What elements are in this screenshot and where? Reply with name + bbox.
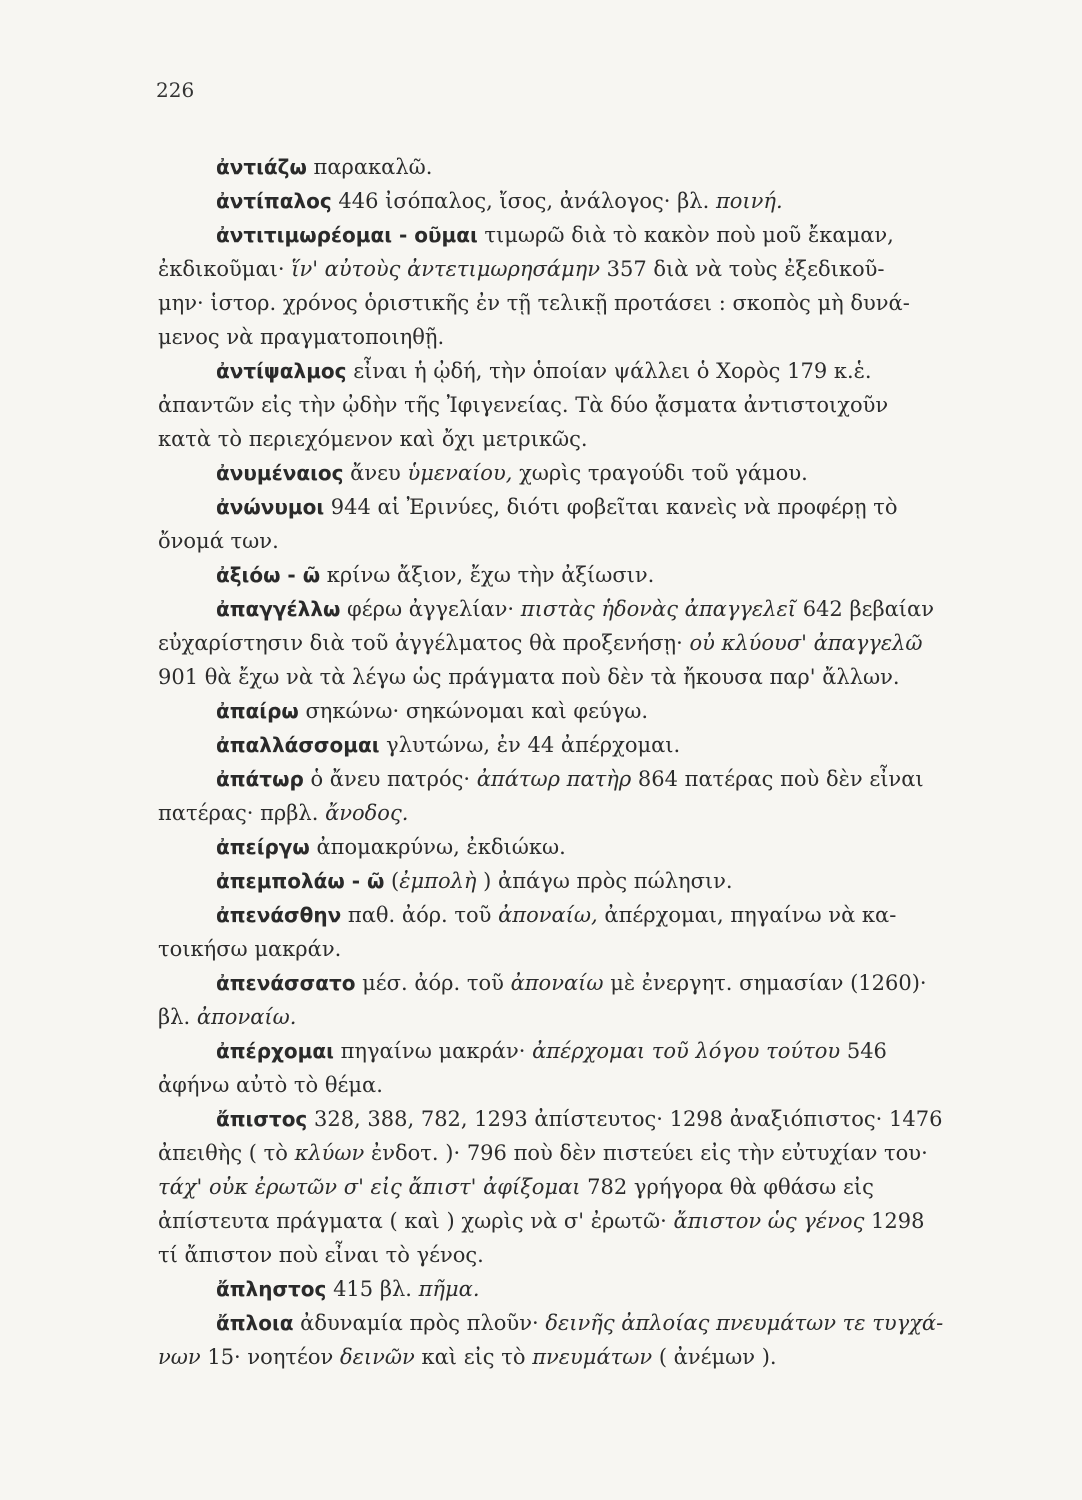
citation-text: ἀποναίω, bbox=[498, 903, 598, 927]
definition-text: 15· νοητέον bbox=[200, 1345, 340, 1369]
entry-continuation bbox=[158, 320, 1010, 354]
citation-text: δεινῶν bbox=[339, 1345, 415, 1369]
entry-headline bbox=[158, 1306, 1010, 1340]
definition-text: 642 βεβαίαν bbox=[796, 597, 934, 621]
definition-text: ( bbox=[384, 869, 400, 893]
definition-text: 1298 bbox=[864, 1209, 925, 1233]
citation-text: νων bbox=[158, 1345, 201, 1369]
entry-headline bbox=[158, 898, 1010, 932]
entry-headline bbox=[158, 184, 1010, 218]
citation-text: πνευμάτων bbox=[532, 1345, 653, 1369]
entry-headline bbox=[158, 354, 1010, 388]
headword: ἀπαλλάσσομαι bbox=[216, 733, 380, 757]
entry-headline bbox=[158, 150, 1010, 184]
definition-text: 328, 388, 782, 1293 ἀπίστευτος· 1298 ἀναξιόπιστος· 1476 bbox=[307, 1107, 943, 1131]
definition-text: ἀπομακρύνω, ἐκδιώκω. bbox=[309, 835, 566, 859]
definition-text: 782 γρήγορα θὰ φθάσω εἰς bbox=[580, 1175, 874, 1199]
entry-continuation bbox=[158, 1068, 1010, 1102]
entry-headline bbox=[158, 864, 1010, 898]
definition-text: ἀπειθὴς ( τὸ bbox=[158, 1141, 295, 1165]
definition-text: εὐχαρίστησιν διὰ τοῦ ἀγγέλματος θὰ προξενήσῃ· bbox=[158, 631, 690, 655]
entry-continuation bbox=[158, 660, 1010, 694]
definition-text: 415 βλ. bbox=[326, 1277, 419, 1301]
definition-text: κρίνω ἄξιον, ἔχω τὴν ἀξίωσιν. bbox=[320, 563, 655, 587]
definition-text: εἶναι ἡ ᾠδή, τὴν ὁποίαν ψάλλει ὁ Χορὸς 179 κ.ἑ. bbox=[346, 359, 872, 383]
definition-text: 546 bbox=[840, 1039, 887, 1063]
entry-continuation bbox=[158, 1136, 1010, 1170]
entry-headline bbox=[158, 1272, 1010, 1306]
entry-headline bbox=[158, 1034, 1010, 1068]
definition-text: μην· ἱστορ. χρόνος ὁριστικῆς ἐν τῇ τελικῇ προτάσει : σκοπὸς μὴ δυνά- bbox=[158, 291, 910, 315]
definition-text: φέρω ἀγγελίαν· bbox=[340, 597, 521, 621]
headword: ἀπαίρω bbox=[216, 699, 299, 723]
entry-headline bbox=[158, 1102, 1010, 1136]
citation-text: ποινή. bbox=[715, 189, 783, 213]
headword: ἀπεμπολάω - ῶ bbox=[216, 869, 385, 893]
entry-continuation bbox=[158, 1000, 1010, 1034]
headword: ἀντίψαλμος bbox=[216, 359, 347, 383]
definition-text: πατέρας· πρβλ. bbox=[158, 801, 326, 825]
definition-text: παρακαλῶ. bbox=[306, 155, 433, 179]
citation-text: τάχ' οὐκ ἐρωτῶν σ' εἰς ἄπιστ' ἀφίξομαι bbox=[158, 1175, 581, 1199]
entry-headline bbox=[158, 558, 1010, 592]
definition-text: ἀπέρχομαι, πηγαίνω νὰ κα- bbox=[597, 903, 897, 927]
citation-text: πῆμα. bbox=[418, 1277, 480, 1301]
entry-continuation bbox=[158, 1238, 1010, 1272]
citation-text: ἀπέρχομαι τοῦ λόγου τούτου bbox=[532, 1039, 841, 1063]
definition-text: 446 ἰσόπαλος, ἴσος, ἀνάλογος· βλ. bbox=[331, 189, 716, 213]
citation-text: ἄνοδος. bbox=[325, 801, 409, 825]
definition-text: ἀπαντῶν εἰς τὴν ᾠδὴν τῆς Ἰφιγενείας. Τὰ δύο ᾄσματα ἀντιστοιχοῦν bbox=[158, 393, 889, 417]
definition-text: ἀπίστευτα πράγματα ( καὶ ) χωρὶς νὰ σ' ἐρωτῶ· bbox=[158, 1209, 674, 1233]
definition-text: ) ἀπάγω πρὸς πώλησιν. bbox=[476, 869, 733, 893]
citation-text: ἄπιστον ὡς γένος bbox=[673, 1209, 865, 1233]
definition-text: ἐκδικοῦμαι· bbox=[158, 257, 292, 281]
headword: ἄπλοια bbox=[216, 1311, 294, 1335]
headword: ἀπάτωρ bbox=[216, 767, 304, 791]
entry-continuation bbox=[158, 626, 1010, 660]
entry-headline bbox=[158, 728, 1010, 762]
citation-text: πιστὰς ἡδονὰς ἀπαγγελεῖ bbox=[520, 597, 797, 621]
definition-text: μὲ ἐνεργητ. σημασίαν (1260)· bbox=[603, 971, 927, 995]
citation-text: δεινῆς ἀπλοίας πνευμάτων τε τυγχά- bbox=[545, 1311, 944, 1335]
entry-headline bbox=[158, 456, 1010, 490]
definition-text: 944 αἱ Ἐρινύες, διότι φοβεῖται κανεὶς νὰ προφέρῃ τὸ bbox=[324, 495, 898, 519]
headword: ἀνυμέναιος bbox=[216, 461, 344, 485]
entry-headline bbox=[158, 762, 1010, 796]
citation-text: οὐ κλύουσ' ἀπαγγελῶ bbox=[689, 631, 923, 655]
definition-text: μέσ. ἀόρ. τοῦ bbox=[355, 971, 511, 995]
headword: ἀπενάσσατο bbox=[216, 971, 356, 995]
definition-text: μενος νὰ πραγματοποιηθῇ. bbox=[158, 325, 445, 349]
headword: ἀπενάσθην bbox=[216, 903, 342, 927]
definition-text: ἀδυναμία πρὸς πλοῦν· bbox=[293, 1311, 546, 1335]
headword: ἀπέρχομαι bbox=[216, 1039, 334, 1063]
definition-text: παθ. ἀόρ. τοῦ bbox=[341, 903, 499, 927]
headword: ἀντιτιμωρέομαι - οῦμαι bbox=[216, 223, 478, 247]
citation-text: ἀπάτωρ πατὴρ bbox=[476, 767, 632, 791]
entry-continuation bbox=[158, 524, 1010, 558]
definition-text: κατὰ τὸ περιεχόμενον καὶ ὄχι μετρικῶς. bbox=[158, 427, 588, 451]
definition-text: τί ἄπιστον ποὺ εἶναι τὸ γένος. bbox=[158, 1243, 484, 1267]
entry-continuation bbox=[158, 932, 1010, 966]
headword: ἄπιστος bbox=[216, 1107, 308, 1131]
headword: ἀξιόω - ῶ bbox=[216, 563, 321, 587]
entry-continuation bbox=[158, 1340, 1010, 1374]
entry-headline bbox=[158, 592, 1010, 626]
definition-text: χωρὶς τραγούδι τοῦ γάμου. bbox=[512, 461, 808, 485]
definition-text: πηγαίνω μακράν· bbox=[333, 1039, 533, 1063]
entry-continuation bbox=[158, 286, 1010, 320]
citation-text: ὑμεναίου, bbox=[407, 461, 513, 485]
entry-headline bbox=[158, 490, 1010, 524]
definition-text: γλυτώνω, ἐν 44 ἀπέρχομαι. bbox=[379, 733, 681, 757]
definition-text: 864 πατέρας ποὺ δὲν εἶναι bbox=[631, 767, 924, 791]
headword: ἀντιάζω bbox=[216, 155, 307, 179]
citation-text: ἀποναίω. bbox=[196, 1005, 297, 1029]
entry-headline bbox=[158, 966, 1010, 1000]
definition-text: ὄνομά των. bbox=[158, 529, 279, 553]
entry-continuation bbox=[158, 1170, 1010, 1204]
definition-text: καὶ εἰς τὸ bbox=[414, 1345, 533, 1369]
citation-text: ἐμπολὴ bbox=[399, 869, 477, 893]
entry-continuation bbox=[158, 796, 1010, 830]
headword: ἀντίπαλος bbox=[216, 189, 332, 213]
citation-text: κλύων bbox=[294, 1141, 365, 1165]
definition-text: ἄνευ bbox=[343, 461, 408, 485]
definition-text: σηκώνω· σηκώνομαι καὶ φεύγω. bbox=[298, 699, 649, 723]
definition-text: 901 θὰ ἔχω νὰ τὰ λέγω ὡς πράγματα ποὺ δὲν τὰ ἤκουσα παρ' ἄλλων. bbox=[158, 665, 900, 689]
entry-continuation bbox=[158, 1204, 1010, 1238]
glossary-entries bbox=[158, 150, 1010, 1374]
entry-continuation bbox=[158, 252, 1010, 286]
definition-text: 357 διὰ νὰ τοὺς ἐξεδικοῦ- bbox=[599, 257, 885, 281]
definition-text: βλ. bbox=[158, 1005, 197, 1029]
headword: ἀπείργω bbox=[216, 835, 310, 859]
entry-headline bbox=[158, 218, 1010, 252]
entry-continuation bbox=[158, 388, 1010, 422]
page-number: 226 bbox=[156, 78, 195, 102]
entry-headline bbox=[158, 830, 1010, 864]
definition-text: ἀφήνω αὐτὸ τὸ θέμα. bbox=[158, 1073, 383, 1097]
entry-continuation bbox=[158, 422, 1010, 456]
definition-text: ὁ ἄνευ πατρός· bbox=[303, 767, 477, 791]
headword: ἀπαγγέλλω bbox=[216, 597, 341, 621]
headword: ἄπληστος bbox=[216, 1277, 327, 1301]
definition-text: τοικήσω μακράν. bbox=[158, 937, 342, 961]
citation-text: ἵν' αὐτοὺς ἀντετιμωρησάμην bbox=[291, 257, 600, 281]
citation-text: ἀποναίω bbox=[510, 971, 604, 995]
definition-text: ἐνδοτ. )· 796 ποὺ δὲν πιστεύει εἰς τὴν εὐτυχίαν του· bbox=[364, 1141, 928, 1165]
entry-headline bbox=[158, 694, 1010, 728]
definition-text: τιμωρῶ διὰ τὸ κακὸν ποὺ μοῦ ἔκαμαν, bbox=[477, 223, 894, 247]
definition-text: ( ἀνέμων ). bbox=[652, 1345, 777, 1369]
headword: ἀνώνυμοι bbox=[216, 495, 325, 519]
